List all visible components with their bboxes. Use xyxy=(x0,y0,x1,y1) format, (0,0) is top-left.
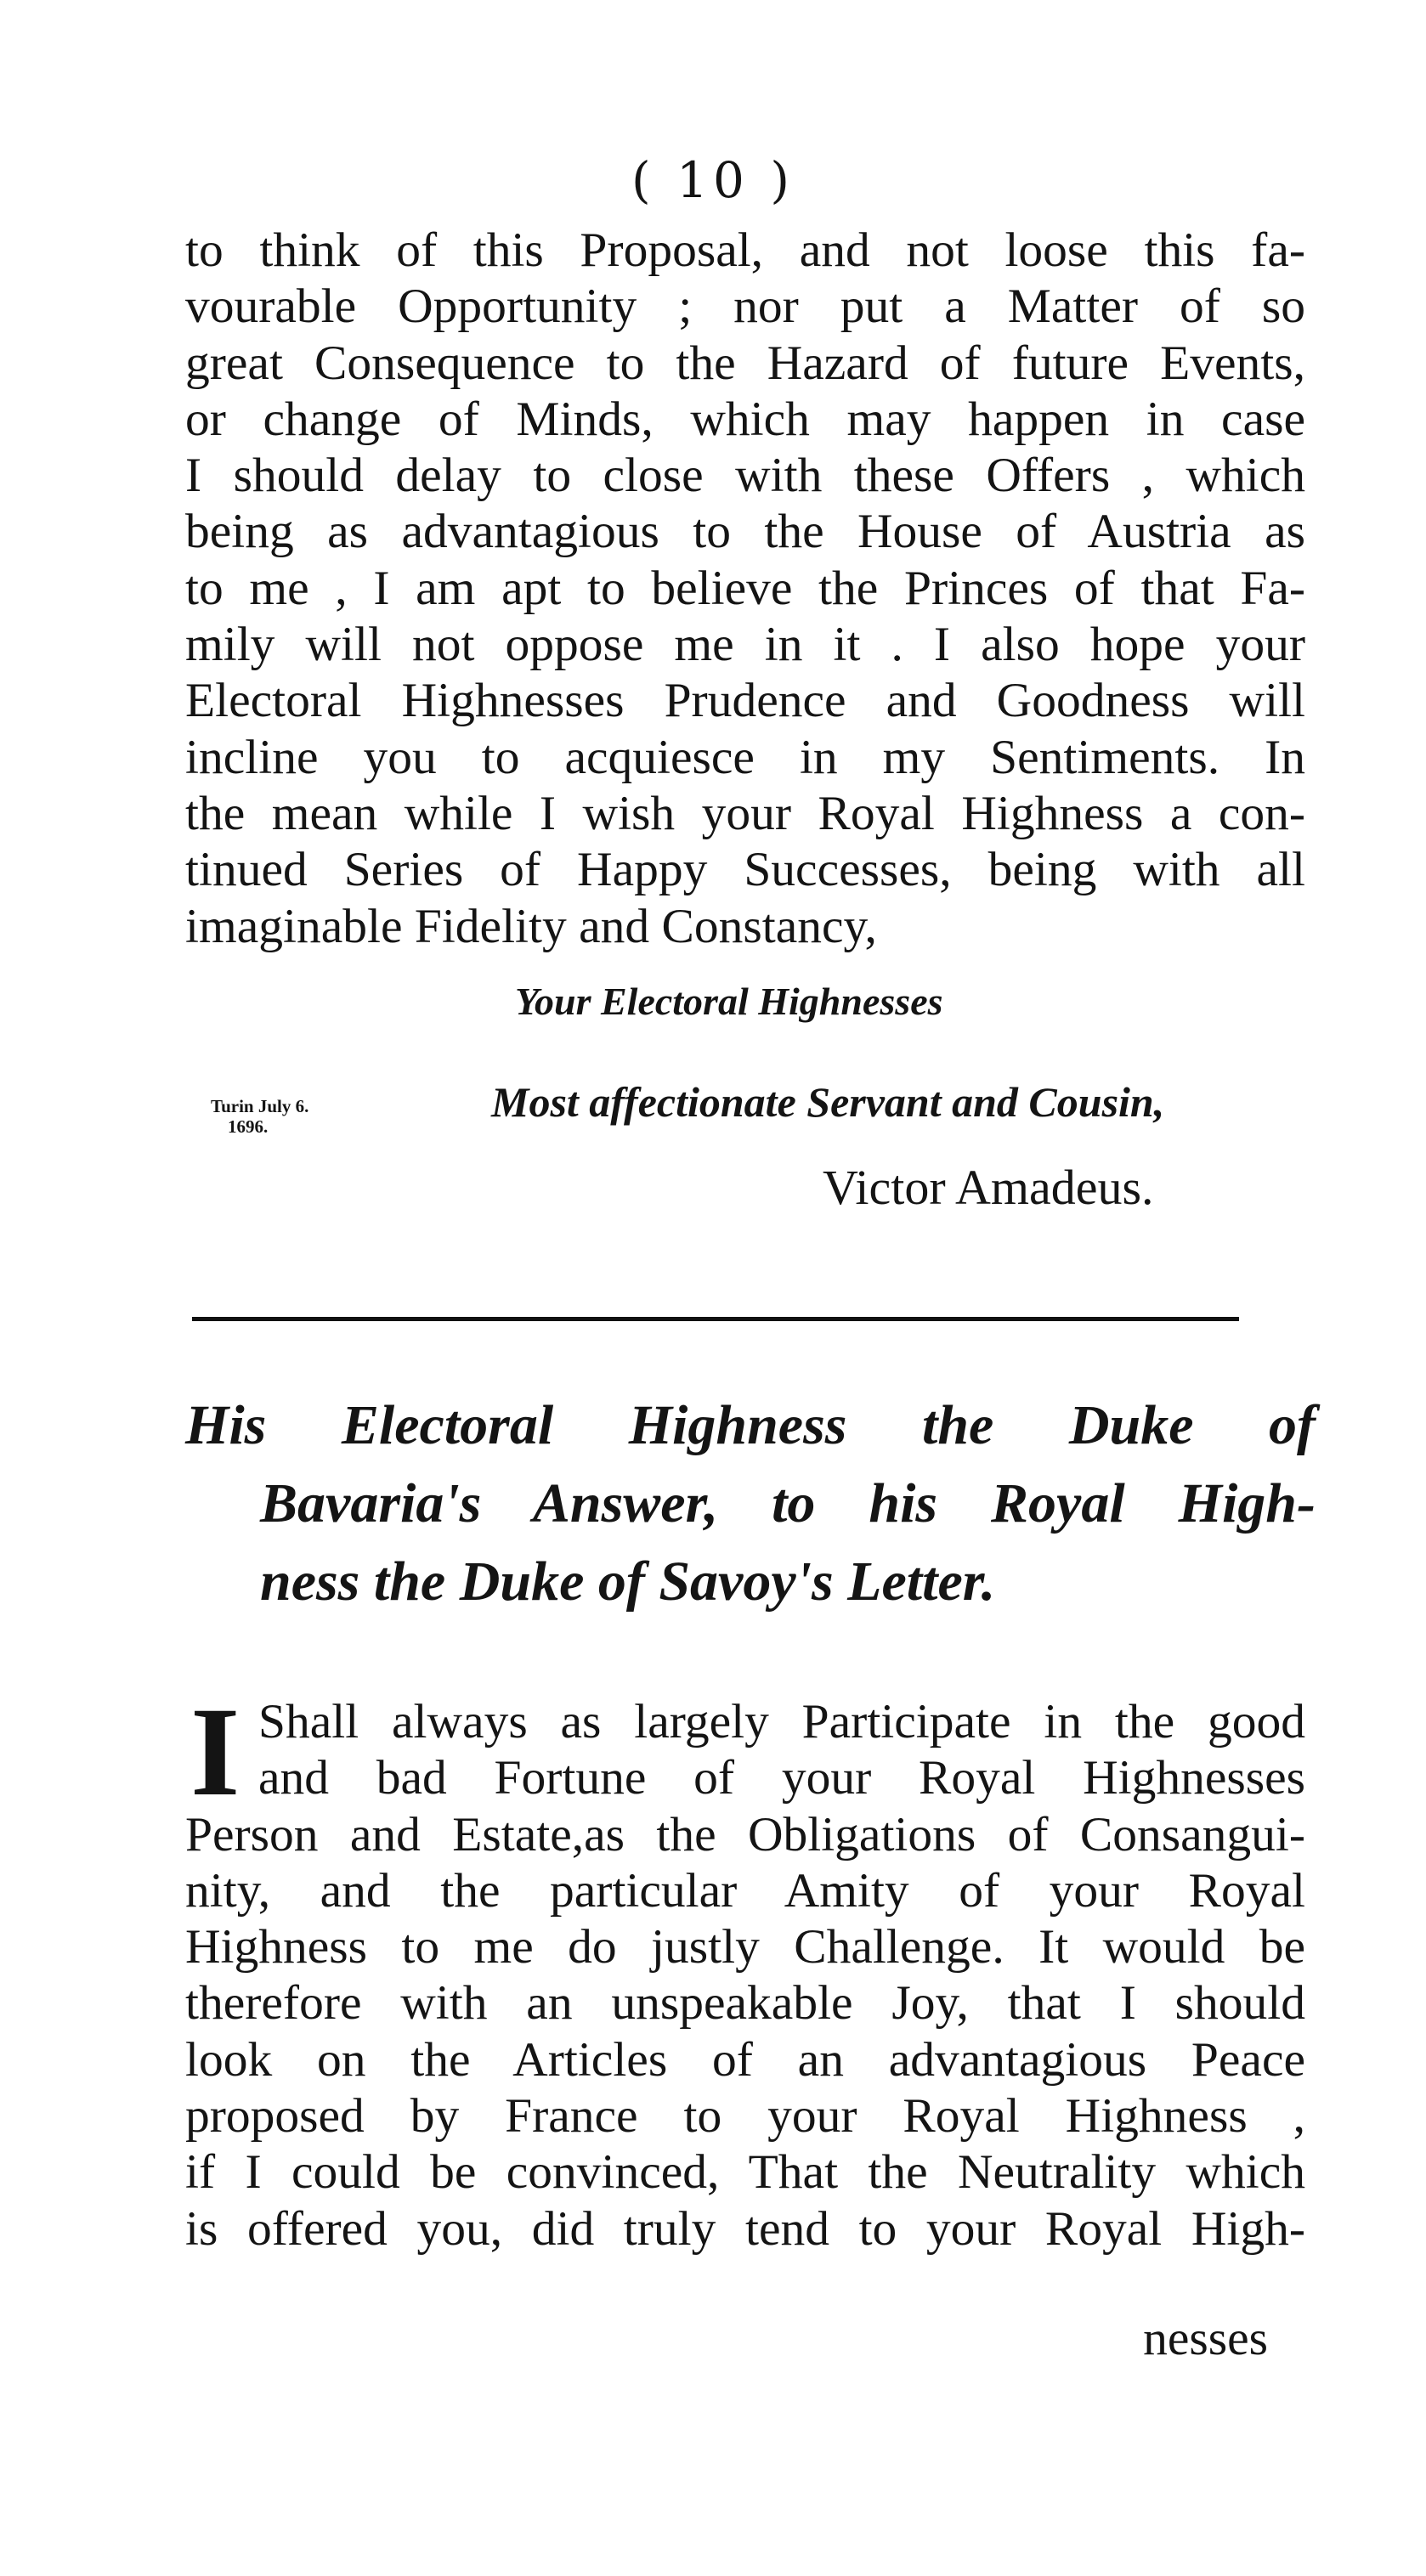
letter-date xyxy=(211,1096,308,1137)
catchword: nesses xyxy=(1143,2312,1268,2365)
answer-line: is offered you, did truly tend to your Royal High- xyxy=(185,2201,1305,2256)
letter-date-place: Turin July 6. xyxy=(211,1096,309,1116)
letter-line: imaginable Fidelity and Constancy, xyxy=(185,899,877,953)
letter-line: the mean while I wish your Royal Highness a con- xyxy=(185,786,1305,840)
answer-line: Highness to me do justly Challenge. It would be xyxy=(185,1920,1305,1974)
answer-line: nity, and the particular Amity of your Royal xyxy=(185,1863,1305,1918)
answer-line: therefore with an unspeakable Joy, that I should xyxy=(185,1976,1305,2031)
letter-line: mily will not oppose me in it . I also hope your xyxy=(185,618,1305,672)
answer-body xyxy=(185,1681,1305,2257)
letter-signature: Victor Amadeus. xyxy=(823,1160,1154,1215)
drop-cap: I xyxy=(190,1681,240,1822)
letter-line: vourable Opportunity ; nor put a Matter of so xyxy=(185,280,1305,334)
letter-line: to think of this Proposal, and not loose this fa- xyxy=(185,223,1305,277)
letter-line: or change of Minds, which may happen in case xyxy=(185,392,1305,446)
heading-line: Bavaria's Answer, to his Royal High- xyxy=(260,1472,1316,1534)
letter-line: tinued Series of Happy Successes, being with all xyxy=(185,843,1305,897)
answer-heading xyxy=(185,1387,1316,1621)
section-divider xyxy=(192,1317,1239,1321)
heading-line: ness the Duke of Savoy's Letter. xyxy=(260,1551,996,1613)
letter-line: I should delay to close with these Offers , which xyxy=(185,449,1305,503)
letter-date-year: 1696. xyxy=(228,1116,269,1137)
letter-line: great Consequence to the Hazard of future Events, xyxy=(185,336,1305,390)
letter-line: to me , I am apt to believe the Princes of that Fa- xyxy=(185,561,1305,615)
letter-line: being as advantagious to the House of Austria as xyxy=(185,505,1305,559)
page-number: ( 10 ) xyxy=(631,151,795,209)
answer-line: Shall always as largely Participate in the good xyxy=(258,1695,1305,1748)
answer-line: Person and Estate,as the Obligations of Consangui- xyxy=(185,1807,1305,1861)
letter-line: Electoral Highnesses Prudence and Goodness will xyxy=(185,674,1305,728)
letter-line: incline you to acquiesce in my Sentiments. In xyxy=(185,730,1305,784)
letter-subscription: Most affectionate Servant and Cousin, xyxy=(491,1078,1165,1126)
letter-body xyxy=(185,223,1305,955)
letter-valediction: Your Electoral Highnesses xyxy=(515,980,943,1023)
heading-line: His Electoral Highness the Duke of xyxy=(185,1394,1316,1456)
answer-line: if I could be convinced, That the Neutrality which xyxy=(185,2145,1305,2200)
answer-line: proposed by France to your Royal Highness , xyxy=(185,2089,1305,2144)
answer-line: look on the Articles of an advantagious Peace xyxy=(185,2032,1305,2087)
answer-line: and bad Fortune of your Royal Highnesses xyxy=(258,1751,1305,1805)
